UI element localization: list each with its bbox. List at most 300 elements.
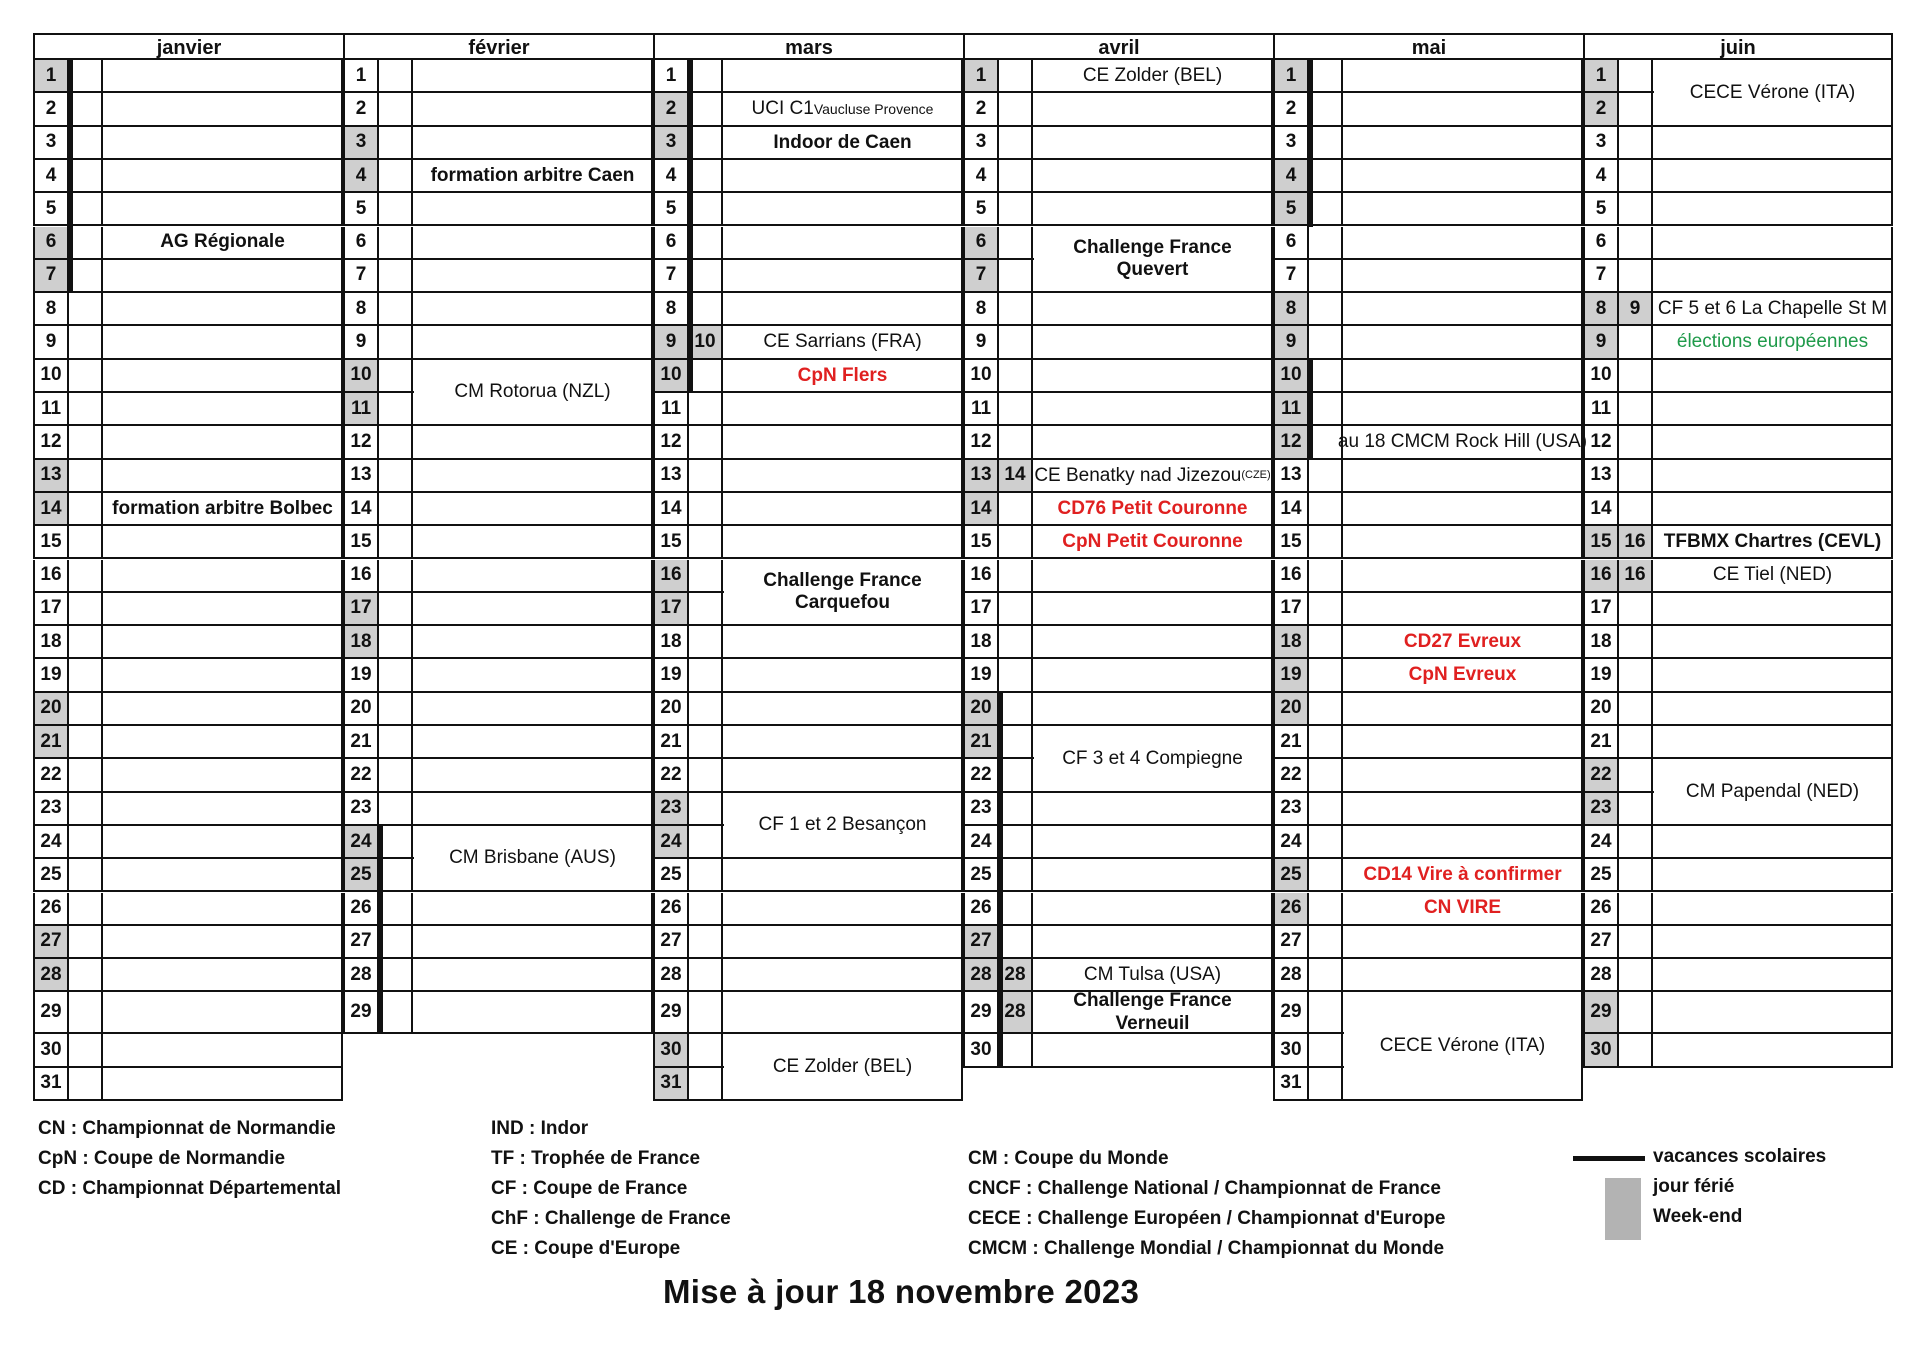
event-label: Challenge France Quevert: [1034, 228, 1271, 292]
event-cell: [723, 260, 963, 291]
event-cell: [413, 326, 653, 357]
vacation-bar: [67, 60, 73, 293]
day-number: 18: [1583, 626, 1619, 657]
day-number: 12: [343, 426, 379, 457]
event-cell: [1343, 526, 1583, 557]
day-extra-cell: [689, 193, 723, 224]
day-row: [1583, 260, 1893, 293]
day-number: 13: [33, 460, 69, 491]
day-extra-cell: [69, 193, 103, 224]
day-extra-cell: [689, 992, 723, 1032]
day-extra-cell: [1619, 1034, 1653, 1065]
day-extra-cell: [689, 560, 723, 591]
day-row: [1583, 193, 1893, 226]
month-header-0: janvier: [33, 33, 343, 60]
day-extra-cell: [379, 493, 413, 524]
day-extra-cell: 16: [1619, 560, 1653, 591]
day-extra-cell: [1309, 859, 1343, 890]
day-row: [33, 326, 343, 359]
event-cell: [103, 526, 343, 557]
day-number: 17: [1583, 593, 1619, 624]
day-number: 19: [963, 659, 999, 690]
event-cell: [103, 60, 343, 91]
day-row: [653, 893, 963, 926]
day-number: 1: [963, 60, 999, 91]
day-number: 24: [1583, 826, 1619, 857]
day-extra-cell: [1619, 626, 1653, 657]
day-extra-cell: [689, 626, 723, 657]
event-cell: [1653, 227, 1893, 258]
event-cell: [103, 426, 343, 457]
day-row: [653, 160, 963, 193]
event-label: CM Rotorua (NZL): [414, 361, 651, 425]
event-cell: [1653, 426, 1893, 457]
day-extra-cell: [1619, 127, 1653, 158]
event-cell: [1653, 726, 1893, 757]
event-label: CE Zolder (BEL): [724, 1035, 961, 1099]
day-extra-cell: [1309, 127, 1343, 158]
day-extra-cell: [1309, 992, 1343, 1032]
day-number: 29: [963, 992, 999, 1032]
day-row: [1583, 227, 1893, 260]
event-cell: [1343, 93, 1583, 124]
legend-cncf: CNCF : Challenge National / Championnat de France: [968, 1178, 1441, 1199]
day-number: 8: [963, 293, 999, 324]
day-number: 11: [1273, 393, 1309, 424]
day-row: [653, 293, 963, 326]
event-cell: [103, 326, 343, 357]
day-number: 28: [653, 959, 689, 990]
event-cell: [1033, 926, 1273, 957]
day-extra-cell: [379, 926, 413, 957]
legend-chf: ChF : Challenge de France: [491, 1208, 731, 1229]
event-cell: [1343, 460, 1583, 491]
day-row: [343, 127, 653, 160]
day-row: [33, 593, 343, 626]
event-label: CM Tulsa (USA): [1034, 960, 1271, 990]
day-number: 11: [653, 393, 689, 424]
event-cell: [103, 893, 343, 924]
day-number: 2: [1273, 93, 1309, 124]
day-extra-cell: [379, 560, 413, 591]
day-number: 12: [1273, 426, 1309, 457]
event-cell: [723, 726, 963, 757]
day-number: 12: [33, 426, 69, 457]
day-row: [33, 626, 343, 659]
day-row: [1273, 493, 1583, 526]
event-cell: [1343, 560, 1583, 591]
day-number: 7: [1583, 260, 1619, 291]
day-row: [33, 726, 343, 759]
day-extra-cell: [689, 60, 723, 91]
day-row: [653, 659, 963, 692]
vacation-bar: [1307, 60, 1313, 227]
day-extra-cell: [999, 160, 1033, 191]
day-row: [1273, 726, 1583, 759]
weekend-swatch: [1605, 1178, 1641, 1240]
day-extra-cell: [1619, 260, 1653, 291]
day-extra-cell: [689, 127, 723, 158]
day-row: [1273, 460, 1583, 493]
day-number: 13: [653, 460, 689, 491]
legend-cpn: CpN : Coupe de Normandie: [38, 1148, 286, 1169]
event-cell: [1343, 726, 1583, 757]
day-row: [343, 626, 653, 659]
day-number: 7: [653, 260, 689, 291]
day-number: 14: [1273, 493, 1309, 524]
day-number: 19: [1273, 659, 1309, 690]
event-label: Challenge France Carquefou: [724, 561, 961, 625]
legend-cm: CM : Coupe du Monde: [968, 1148, 1169, 1169]
event-label: formation arbitre Bolbec: [104, 494, 341, 524]
day-row: [963, 593, 1273, 626]
day-number: 24: [653, 826, 689, 857]
day-extra-cell: [1309, 526, 1343, 557]
day-row: [343, 60, 653, 93]
day-row: [1273, 526, 1583, 559]
day-number: 7: [1273, 260, 1309, 291]
day-number: 17: [653, 593, 689, 624]
legend-cd: CD : Championnat Départemental: [38, 1178, 341, 1199]
day-number: 21: [343, 726, 379, 757]
event-cell: [413, 127, 653, 158]
day-number: 6: [653, 227, 689, 258]
event-cell: [103, 393, 343, 424]
event-cell: [1653, 393, 1893, 424]
day-extra-cell: 16: [1619, 526, 1653, 557]
day-extra-cell: [1619, 793, 1653, 824]
day-extra-cell: 28: [999, 959, 1033, 990]
day-number: 15: [1273, 526, 1309, 557]
day-extra-cell: [999, 793, 1033, 824]
event-cell: [1343, 160, 1583, 191]
day-row: [963, 659, 1273, 692]
event-cell: [103, 626, 343, 657]
event-cell: [1653, 460, 1893, 491]
day-extra-cell: [69, 759, 103, 790]
vacation-swatch: [1573, 1156, 1645, 1161]
day-number: 6: [1273, 227, 1309, 258]
event-label: formation arbitre Caen: [414, 161, 651, 191]
day-extra-cell: [1619, 193, 1653, 224]
day-number: 5: [343, 193, 379, 224]
event-label: CD14 Vire à confirmer: [1344, 860, 1581, 890]
day-number: 14: [653, 493, 689, 524]
day-extra-cell: [69, 127, 103, 158]
event-label: CpN Petit Couronne: [1034, 527, 1271, 557]
day-number: 26: [343, 893, 379, 924]
day-row: [1273, 759, 1583, 792]
day-row: [963, 859, 1273, 892]
day-extra-cell: [69, 659, 103, 690]
event-label: CD27 Evreux: [1344, 627, 1581, 657]
day-extra-cell: [689, 93, 723, 124]
day-number: 16: [343, 560, 379, 591]
event-cell: [1033, 1034, 1273, 1065]
day-number: 2: [963, 93, 999, 124]
day-row: [1273, 360, 1583, 393]
vacation-bar: [1307, 360, 1313, 460]
day-extra-cell: [69, 60, 103, 91]
day-extra-cell: [1619, 659, 1653, 690]
legend-ferie: jour férié: [1653, 1176, 1735, 1197]
day-extra-cell: [999, 526, 1033, 557]
day-extra-cell: [1309, 493, 1343, 524]
day-extra-cell: [379, 859, 413, 890]
day-extra-cell: [999, 926, 1033, 957]
event-cell: [103, 659, 343, 690]
day-number: 16: [33, 560, 69, 591]
day-number: 24: [1273, 826, 1309, 857]
day-extra-cell: [689, 293, 723, 324]
day-number: 9: [653, 326, 689, 357]
day-row: [1273, 693, 1583, 726]
event-cell: [413, 193, 653, 224]
day-extra-cell: [999, 260, 1033, 291]
day-number: 16: [963, 560, 999, 591]
day-extra-cell: 10: [689, 326, 723, 357]
day-extra-cell: [69, 326, 103, 357]
day-extra-cell: [1619, 926, 1653, 957]
legend-ind: IND : Indor: [491, 1118, 589, 1139]
day-number: 30: [653, 1034, 689, 1065]
day-number: 10: [33, 360, 69, 391]
day-extra-cell: [379, 626, 413, 657]
day-row: [33, 60, 343, 93]
event-cell: [1343, 693, 1583, 724]
event-cell: [413, 693, 653, 724]
event-cell: [103, 160, 343, 191]
day-extra-cell: [379, 893, 413, 924]
event-cell: [723, 859, 963, 890]
day-row: [1273, 826, 1583, 859]
day-extra-cell: [1619, 826, 1653, 857]
event-cell: [1033, 93, 1273, 124]
event-cell: [1653, 859, 1893, 890]
day-number: 14: [343, 493, 379, 524]
day-number: 13: [963, 460, 999, 491]
event-cell: [723, 493, 963, 524]
day-extra-cell: [689, 260, 723, 291]
day-number: 4: [33, 160, 69, 191]
event-cell: [1653, 893, 1893, 924]
event-cell: [1033, 693, 1273, 724]
event-cell: [103, 293, 343, 324]
day-number: 25: [343, 859, 379, 890]
day-extra-cell: [689, 1034, 723, 1065]
day-extra-cell: [69, 526, 103, 557]
event-cell: [413, 926, 653, 957]
day-number: 31: [33, 1068, 69, 1099]
day-extra-cell: [1309, 93, 1343, 124]
day-row: [653, 227, 963, 260]
day-number: 29: [33, 992, 69, 1032]
month-header-3: avril: [963, 33, 1273, 60]
day-number: 29: [1273, 992, 1309, 1032]
day-number: 27: [963, 926, 999, 957]
day-number: 25: [1273, 859, 1309, 890]
vacation-bar: [687, 60, 693, 393]
day-row: [33, 926, 343, 959]
day-extra-cell: [689, 360, 723, 391]
event-label: CD76 Petit Couronne: [1034, 494, 1271, 524]
day-number: 25: [1583, 859, 1619, 890]
event-cell: [1033, 393, 1273, 424]
event-cell: [103, 793, 343, 824]
day-number: 24: [963, 826, 999, 857]
day-extra-cell: [1309, 393, 1343, 424]
day-extra-cell: 28: [999, 992, 1033, 1032]
day-number: 21: [1273, 726, 1309, 757]
day-number: 8: [33, 293, 69, 324]
day-extra-cell: [1309, 193, 1343, 224]
day-number: 28: [33, 959, 69, 990]
event-cell: [1033, 293, 1273, 324]
day-number: 22: [963, 759, 999, 790]
event-cell: [1653, 493, 1893, 524]
day-row: [343, 193, 653, 226]
day-row: [1583, 360, 1893, 393]
day-row: [653, 726, 963, 759]
day-row: [1583, 626, 1893, 659]
day-number: 9: [1583, 326, 1619, 357]
day-number: 7: [343, 260, 379, 291]
day-row: [33, 793, 343, 826]
day-extra-cell: [689, 493, 723, 524]
day-number: 16: [653, 560, 689, 591]
day-extra-cell: [379, 160, 413, 191]
day-number: 10: [653, 360, 689, 391]
event-label: AG Régionale: [104, 228, 341, 258]
event-cell: [1343, 926, 1583, 957]
day-number: 25: [33, 859, 69, 890]
day-extra-cell: [69, 460, 103, 491]
day-row: [1273, 326, 1583, 359]
day-number: 26: [33, 893, 69, 924]
event-cell: [1343, 60, 1583, 91]
day-extra-cell: [379, 460, 413, 491]
day-extra-cell: [379, 93, 413, 124]
day-extra-cell: [689, 793, 723, 824]
day-extra-cell: [379, 793, 413, 824]
day-extra-cell: 14: [999, 460, 1033, 491]
event-cell: [103, 1034, 343, 1065]
day-number: 11: [963, 393, 999, 424]
day-number: 13: [1273, 460, 1309, 491]
event-cell: [723, 193, 963, 224]
day-number: 15: [653, 526, 689, 557]
event-cell: [1653, 193, 1893, 224]
day-extra-cell: [1309, 160, 1343, 191]
day-extra-cell: [999, 127, 1033, 158]
day-number: 13: [343, 460, 379, 491]
day-number: 4: [1583, 160, 1619, 191]
day-extra-cell: [1309, 626, 1343, 657]
day-number: 27: [1583, 926, 1619, 957]
day-number: 20: [343, 693, 379, 724]
event-cell: [413, 726, 653, 757]
event-cell: [1653, 1034, 1893, 1065]
day-extra-cell: [1619, 893, 1653, 924]
day-row: [343, 926, 653, 959]
day-row: [343, 959, 653, 992]
event-cell: [1653, 626, 1893, 657]
day-row: [653, 626, 963, 659]
event-cell: [413, 793, 653, 824]
day-row: [963, 793, 1273, 826]
event-cell: [1653, 659, 1893, 690]
day-extra-cell: [379, 659, 413, 690]
day-extra-cell: [999, 426, 1033, 457]
day-extra-cell: [1619, 593, 1653, 624]
day-number: 23: [343, 793, 379, 824]
event-cell: [1653, 959, 1893, 990]
day-row: [343, 293, 653, 326]
day-row: [33, 526, 343, 559]
event-cell: [1033, 826, 1273, 857]
day-extra-cell: [1309, 759, 1343, 790]
event-cell: [103, 992, 343, 1032]
day-row: [33, 759, 343, 792]
event-cell: [1653, 693, 1893, 724]
day-number: 1: [653, 60, 689, 91]
day-extra-cell: [999, 1034, 1033, 1065]
day-extra-cell: [999, 593, 1033, 624]
day-number: 20: [653, 693, 689, 724]
day-extra-cell: [69, 593, 103, 624]
day-row: [343, 793, 653, 826]
event-label: Indoor de Caen: [724, 128, 961, 158]
day-number: 9: [343, 326, 379, 357]
day-row: [1273, 293, 1583, 326]
day-row: [343, 426, 653, 459]
day-number: 2: [343, 93, 379, 124]
day-number: 22: [343, 759, 379, 790]
day-row: [963, 426, 1273, 459]
day-number: 4: [343, 160, 379, 191]
day-number: 1: [343, 60, 379, 91]
day-number: 3: [963, 127, 999, 158]
day-row: [1583, 992, 1893, 1034]
day-row: [343, 593, 653, 626]
day-row: [1583, 693, 1893, 726]
day-extra-cell: [999, 93, 1033, 124]
day-extra-cell: [999, 60, 1033, 91]
day-row: [963, 893, 1273, 926]
month-header-5: juin: [1583, 33, 1893, 60]
day-row: [33, 1068, 343, 1101]
day-row: [33, 992, 343, 1034]
day-number: 12: [653, 426, 689, 457]
day-number: 5: [33, 193, 69, 224]
day-row: [653, 60, 963, 93]
day-number: 21: [33, 726, 69, 757]
event-cell: [413, 526, 653, 557]
event-cell: [1033, 326, 1273, 357]
day-extra-cell: [69, 160, 103, 191]
day-number: 19: [343, 659, 379, 690]
day-number: 18: [343, 626, 379, 657]
month-header-2: mars: [653, 33, 963, 60]
day-row: [1583, 926, 1893, 959]
event-cell: [1033, 893, 1273, 924]
legend-cf: CF : Coupe de France: [491, 1178, 688, 1199]
day-row: [1273, 560, 1583, 593]
calendar-grid: [33, 33, 1893, 1113]
day-extra-cell: [999, 726, 1033, 757]
event-cell: [723, 293, 963, 324]
legend-cmcm: CMCM : Challenge Mondial / Championnat du Monde: [968, 1238, 1445, 1259]
